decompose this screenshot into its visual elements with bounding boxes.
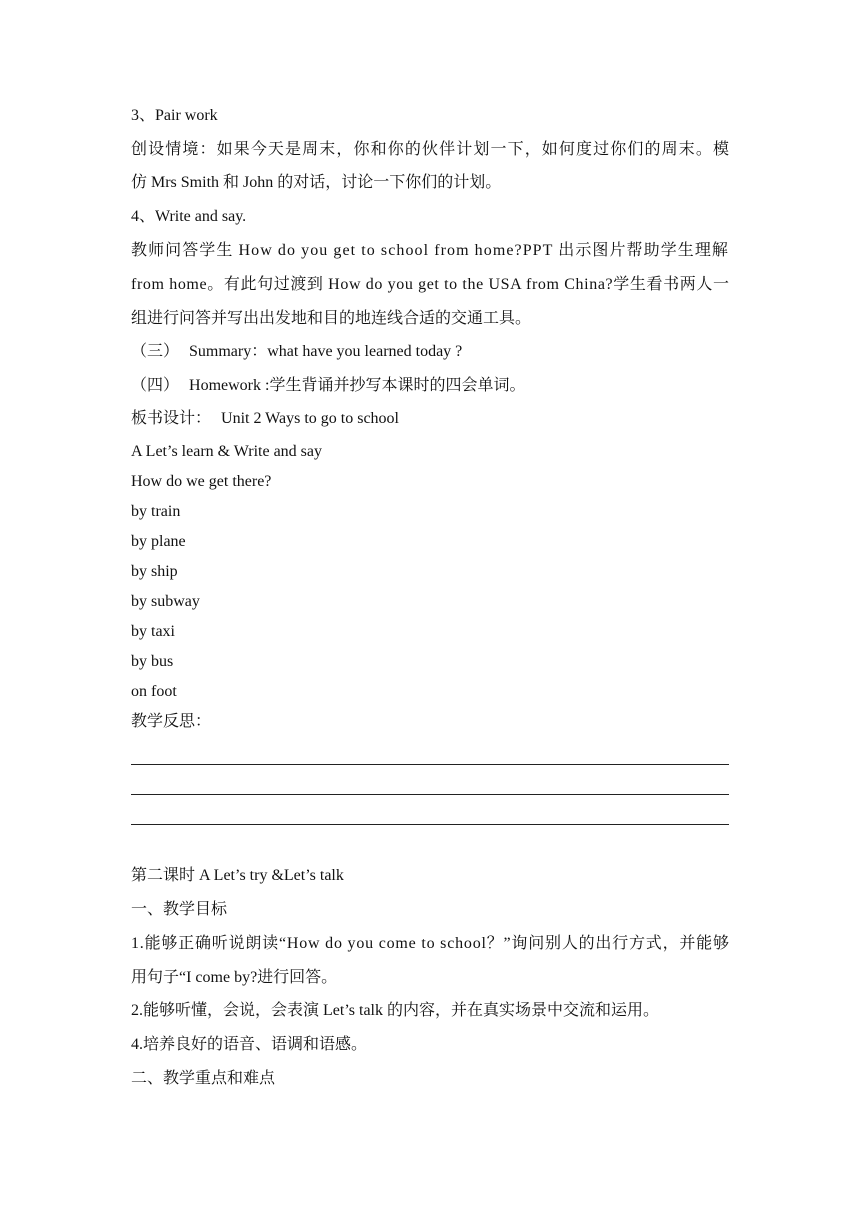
objective-4: 4.培养良好的语音、语调和语感。	[131, 1036, 368, 1053]
pair-work-text-line-1: 创设情境：如果今天是周末，你和你的伙伴计划一下，如何度过你们的周末。模	[131, 141, 731, 158]
transport-item: by bus	[131, 653, 174, 670]
reflection-label: 教学反思：	[131, 713, 212, 730]
objective-1-line-1: 1.能够正确听说朗读“How do you come to school？”询问别人的出行方式，并能够	[131, 935, 730, 952]
board-design-title: Unit 2 Ways to go to school	[221, 410, 399, 427]
objectives-heading: 一、教学目标	[131, 901, 228, 918]
pair-work-text-line-2: 仿 Mrs Smith 和 John 的对话，讨论一下你们的计划。	[131, 174, 502, 191]
board-subtitle: A Let’s learn & Write and say	[131, 443, 323, 460]
transport-item: on foot	[131, 683, 177, 700]
lesson-title: 第二课时 A Let’s try &Let’s talk	[131, 867, 344, 884]
key-points-heading: 二、教学重点和难点	[131, 1070, 276, 1087]
summary-line	[131, 342, 462, 362]
transport-item: by train	[131, 503, 181, 520]
objective-1-line-2: 用句子“I come by?进行回答。	[131, 969, 338, 986]
transport-item: by plane	[131, 533, 186, 550]
transport-item: by taxi	[131, 623, 175, 640]
write-say-text-line-1: 教师问答学生 How do you get to school from home?PPT 出示图片帮助学生理解	[131, 242, 729, 259]
write-say-text-line-3: 组进行问答并写出出发地和目的地连线合适的交通工具。	[131, 310, 532, 327]
reflection-blank-line	[131, 764, 729, 765]
pair-work-heading: 3、Pair work	[131, 107, 218, 124]
reflection-blank-line	[131, 794, 729, 795]
reflection-blank-line	[131, 824, 729, 825]
homework-text: Homework :学生背诵并抄写本课时的四会单词。	[189, 377, 526, 394]
homework-line	[131, 376, 525, 396]
write-say-text-line-2: from home。有此句过渡到 How do you get to the USA from China?学生看书两人一	[131, 276, 730, 293]
transport-item: by ship	[131, 563, 178, 580]
board-design-label: 板书设计：	[131, 410, 212, 427]
homework-marker: （四）	[131, 377, 180, 394]
summary-marker: （三）	[131, 343, 180, 360]
summary-text: Summary：what have you learned today ?	[189, 343, 463, 360]
write-say-heading: 4、Write and say.	[131, 208, 247, 225]
board-design-line	[131, 409, 399, 429]
board-question: How do we get there?	[131, 473, 272, 490]
transport-item: by subway	[131, 593, 200, 610]
objective-2: 2.能够听懂，会说，会表演 Let’s talk 的内容，并在真实场景中交流和运用。	[131, 1002, 659, 1019]
